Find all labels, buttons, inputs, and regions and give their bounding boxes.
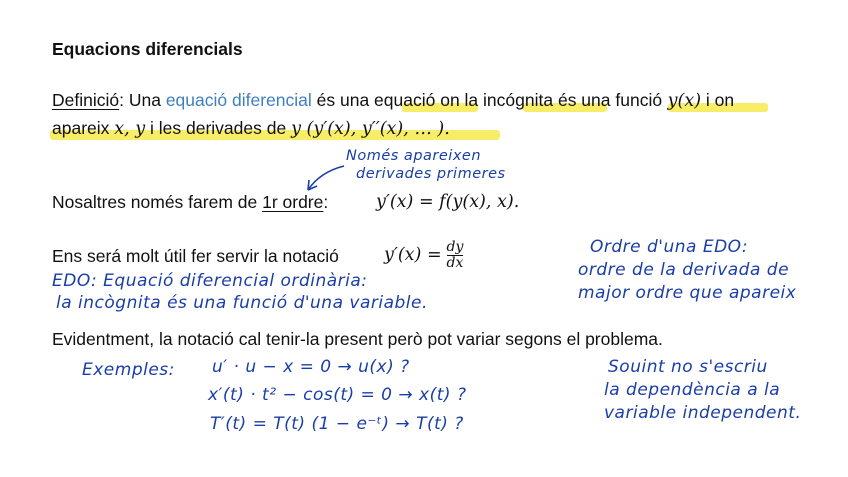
ordre-note-line2: ordre de la derivada de xyxy=(578,260,790,280)
text-segment: i on xyxy=(701,90,735,110)
souvint-note-line3: variable independent. xyxy=(604,403,802,423)
edo-note-line1: EDO: Equació diferencial ordinària: xyxy=(52,271,368,291)
definition-line-2 xyxy=(52,117,450,140)
funcio-term: funció xyxy=(615,90,663,110)
math-xy: x, y xyxy=(114,119,146,139)
math-yx: y(x) xyxy=(662,91,702,111)
evident-line: Evidentment, la notació cal tenir-la present però pot variar segons el problema. xyxy=(52,329,663,349)
fraction-denominator: dx xyxy=(446,254,464,271)
text-segment: Nosaltres només farem de xyxy=(52,192,263,212)
first-order-term: 1r ordre xyxy=(262,192,324,212)
text-segment: : xyxy=(323,192,329,212)
text-segment: és una xyxy=(553,90,616,110)
example-3: T′(t) = T(t) (1 − e⁻ᵗ) → T(t) ? xyxy=(210,414,464,434)
math-derivatives: y (y′(x), y′′(x), … ). xyxy=(291,119,450,139)
ordre-note-line1: Ordre d'una EDO: xyxy=(590,237,749,257)
fraction-numerator: dy xyxy=(446,238,464,255)
text-segment: i les derivades de xyxy=(145,118,292,138)
notation-formula xyxy=(384,237,463,272)
notation-text: Ens será molt útil fer servir la notació xyxy=(52,246,339,266)
equacio-diferencial-term: equació diferencial xyxy=(165,90,312,110)
text-segment: : Una xyxy=(119,90,166,110)
text-segment: equació xyxy=(374,90,441,110)
incognita-term: incógnita xyxy=(483,90,554,110)
definition-label: Definició xyxy=(52,90,120,110)
ordre-note-line3: major ordre que apareix xyxy=(578,283,797,303)
note-nomes-line1: Només apareixen xyxy=(346,148,482,164)
page-title: Equacions diferencials xyxy=(52,39,243,59)
note-nomes-line2: derivades primeres xyxy=(356,166,506,182)
text-segment: apareix xyxy=(52,118,115,138)
souvint-note-line1: Souint no s'escriu xyxy=(608,357,768,377)
example-1: u′ · u − x = 0 → u(x) ? xyxy=(212,357,410,377)
first-order-formula: y′(x) = f(y(x), x). xyxy=(376,192,520,212)
souvint-note-line2: la dependència a la xyxy=(604,380,781,400)
examples-label: Exemples: xyxy=(82,360,175,380)
edo-note-line2: la incògnita és una funció d'una variable. xyxy=(56,293,428,313)
example-2: x′(t) · t² − cos(t) = 0 → x(t) ? xyxy=(208,385,467,405)
text-segment: on la xyxy=(440,90,484,110)
notation-lhs: y′(x) = xyxy=(384,245,442,265)
fraction-dy-dx xyxy=(447,240,464,271)
definition-line-1 xyxy=(52,89,734,112)
text-segment: és una xyxy=(311,90,375,110)
first-order-line xyxy=(52,191,328,213)
